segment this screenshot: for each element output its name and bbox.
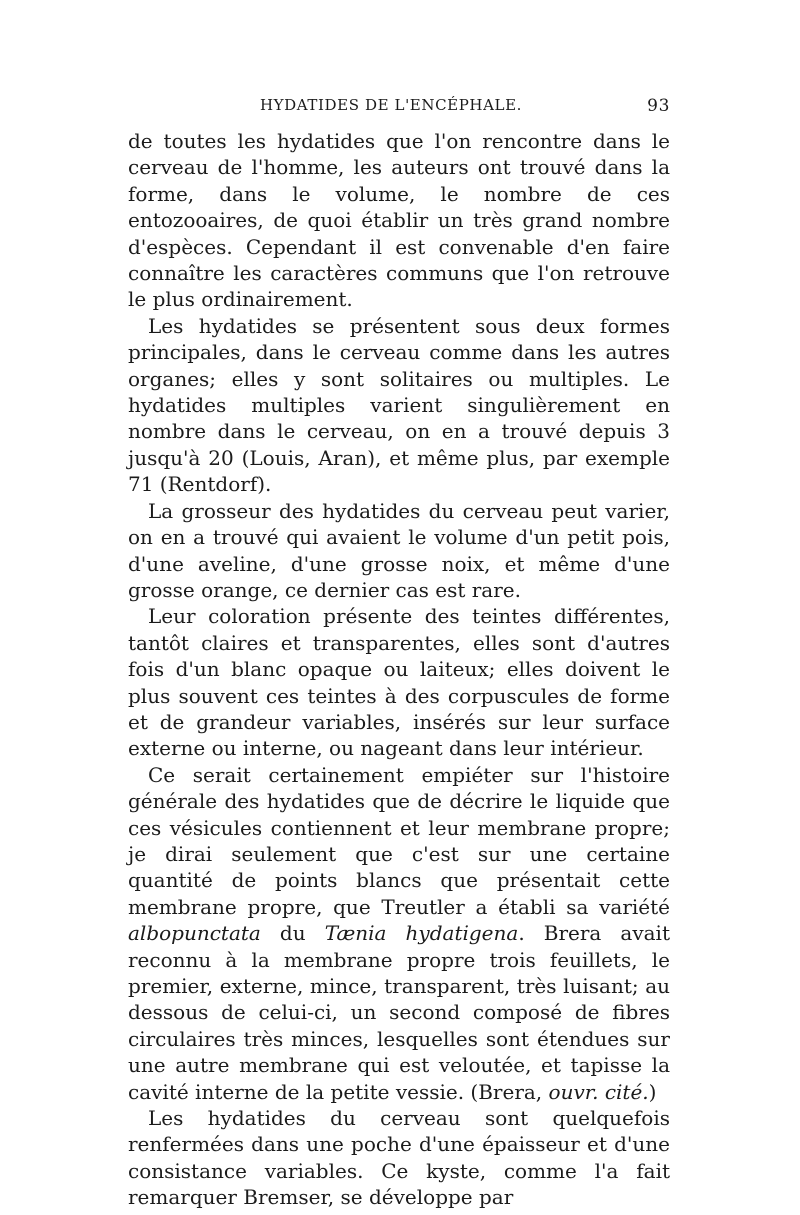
paragraph-4: Leur coloration présente des teintes différentes, tantôt claires et transparentes, elles sont d'autres fois d'un blanc opaque ou laiteux; elles doivent le plus souvent ces teintes à des corpuscules de forme et de grandeur variables, insérés sur leur surface externe ou interne, ou nageant dans leur intérieur. (128, 604, 670, 761)
running-head: HYDATIDES DE L'ENCÉPHALE. (260, 96, 522, 114)
paragraph-3: La grosseur des hydatides du cerveau peut varier, on en a trouvé qui avaient le volume d'un petit pois, d'une aveline, d'une grosse noix, et même d'une grosse orange, ce dernier cas est rare. (128, 498, 670, 602)
citation-note: ouvr. cité. (548, 1079, 649, 1104)
variety-name: albopunctata (128, 921, 261, 946)
paragraph-5-text-g: ) (648, 1079, 657, 1104)
page-header (128, 96, 670, 118)
page-number: 93 (647, 96, 670, 116)
paragraph-5-text-a: Ce serait certainement empiéter sur l'histoire générale des hydatides que de décrire le liquide que ces vésicules contiennent et leur membrane propre; je dirai seulement que c'est sur une certaine quantité de points blancs que présentait cette membrane propre, que Treutler a établi sa variété (128, 762, 670, 919)
paragraph-1: de toutes les hydatides que l'on rencontre dans le cerveau de l'homme, les auteurs ont trouvé dans la forme, dans le volume, le nombre de ces entozooaires, de quoi établir un très grand nombre d'espèces. Cependant il est convenable d'en faire connaître les caractères communs que l'on retrouve le plus ordinairement. (128, 129, 670, 312)
paragraph-5 (128, 762, 670, 1105)
paragraph-6: Les hydatides du cerveau sont quelquefois renfermées dans une poche d'une épaisseur et d'une consistance variables. Ce kyste, comme l'a fait remarquer Bremser, se développe par (128, 1106, 670, 1210)
paragraph-2: Les hydatides se présentent sous deux formes principales, dans le cerveau comme dans les autres organes; elles y sont solitaires ou multiples. Le hydatides multiples varient singulièrement en nombre dans le cerveau, on en a trouvé depuis 3 jusqu'à 20 (Louis, Aran), et même plus, par exemple 71 (Rentdorf). (128, 313, 670, 497)
body-text (128, 128, 670, 1211)
species-name: Tænia hydatigena (324, 921, 519, 946)
paragraph-5-text-c: du (260, 921, 325, 946)
paragraph-5-text-e: . Brera avait reconnu à la membrane propre trois feuillets, le premier, externe, mince, transparent, très luisant; au dessous de celui-ci, un second composé de fibres circulaires très minces, lesquelles sont étendues sur une autre membrane qui est veloutée, et tapisse la cavité interne de la petite vessie. (Brera, (128, 921, 670, 1104)
